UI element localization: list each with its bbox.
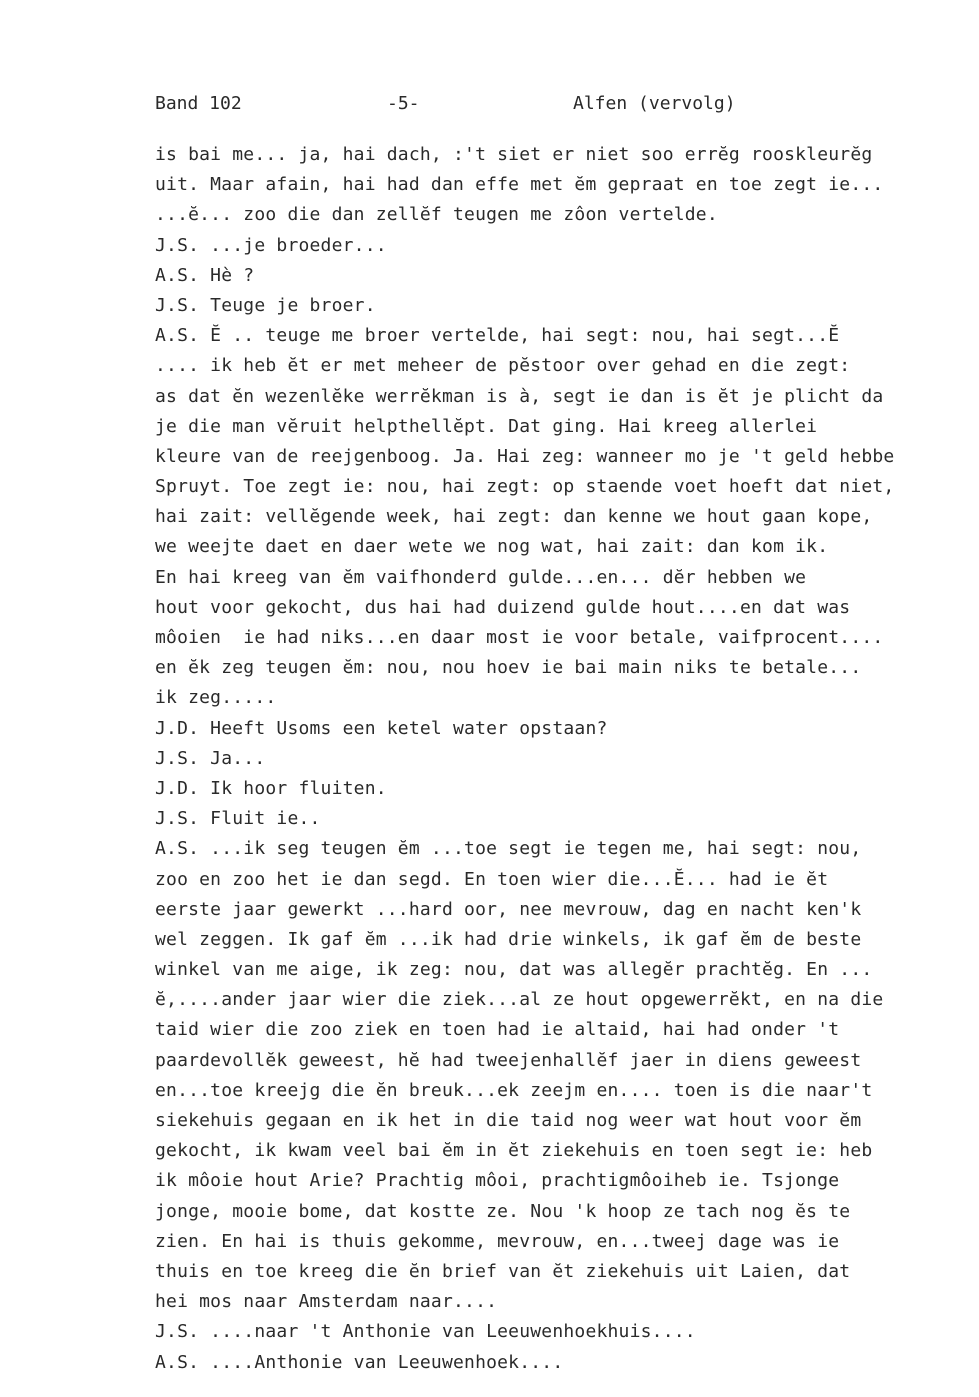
transcript-line: hei mos naar Amsterdam naar.... <box>155 1291 498 1313</box>
transcript-line: zoo en zoo het ie dan segd. En toen wier die...Ĕ... had ie ĕt <box>155 868 829 890</box>
transcript-line: A.S. Ĕ .. teuge me broer vertelde, hai segt: nou, hai segt...Ĕ <box>155 325 840 347</box>
transcript-line: J.D. Heeft Usoms een ketel water opstaan? <box>155 717 608 739</box>
transcript-line: J.S. Teuge je broer. <box>155 294 376 316</box>
transcript-line: A.S. ...ik seg teugen ĕm ...toe segt ie tegen me, hai segt: nou, <box>155 838 862 860</box>
transcript-line: is bai me... ja, hai dach, :'t siet er niet soo errĕg rooskleurĕg <box>155 144 873 165</box>
transcript-line: wel zeggen. Ik gaf ĕm ...ik had drie winkels, ik gaf ĕm de beste <box>155 928 862 950</box>
transcript-line: jonge, mooie bome, dat kostte ze. Nou 'k hoop ze tach nog ĕs te <box>155 1200 851 1222</box>
page-number: -5- <box>387 93 420 114</box>
transcript-line: Spruyt. Toe zegt ie: nou, hai zegt: op staende voet hoeft dat niet, <box>155 476 895 498</box>
transcript-line: hout voor gekocht, dus hai had duizend gulde hout....en dat was <box>155 596 851 618</box>
transcript-line: A.S. Hè ? <box>155 264 255 286</box>
band-number: Band 102 <box>155 93 242 114</box>
transcript-line: eerste jaar gewerkt ...hard oor, nee mevrouw, dag en nacht ken'k <box>155 898 862 920</box>
page-header <box>155 90 955 118</box>
transcript-line: môoien ie had niks...en daar most ie voor betale, vaifprocent.... <box>155 627 884 648</box>
transcript-line: en ĕk zeg teugen ĕm: nou, nou hoev ie bai main niks te betale... <box>155 657 862 679</box>
transcript-line: winkel van me aige, ik zeg: nou, dat was allegĕr prachtĕg. En ... <box>155 959 873 981</box>
transcript-line: uit. Maar afain, hai had dan effe met ĕm gepraat en toe zegt ie... <box>155 174 884 196</box>
transcript-line: as dat ĕn wezenlĕke werrĕkman is à, segt ie dan is ĕt je plicht da <box>155 385 884 407</box>
transcript-line: hai zait: vellĕgende week, hai zegt: dan kenne we hout gaan kope, <box>155 506 873 528</box>
transcript-line: J.D. Ik hoor fluiten. <box>155 777 387 799</box>
transcript-line: .... ik heb ĕt er met meheer de pĕstoor over gehad en die zegt: <box>155 355 851 377</box>
transcript-line: en...toe kreejg die ĕn breuk...ek zeejm en.... toen is die naar't <box>155 1079 873 1101</box>
transcript-line: gekocht, ik kwam veel bai ĕm in ĕt ziekehuis en toen segt ie: heb <box>155 1140 873 1162</box>
transcript-line: ik môoie hout Arie? Prachtig môoi, prachtigmôoiheb ie. Tsjonge <box>155 1170 840 1192</box>
transcript-line: J.S. ...je broeder... <box>155 234 387 256</box>
transcript-line: kleure van de reejgenboog. Ja. Hai zeg: wanneer mo je 't geld hebbe <box>155 445 895 467</box>
transcript-line: ik zeg..... <box>155 687 277 709</box>
transcript-line: we weejte daet en daer wete we nog wat, hai zait: dan kom ik. <box>155 536 829 558</box>
transcript-line: thuis en toe kreeg die ĕn brief van ĕt ziekehuis uit Laien, dat <box>155 1260 851 1282</box>
document-title: Alfen (vervolg) <box>573 93 736 114</box>
transcript-line: A.S. ....Anthonie van Leeuwenhoek.... <box>155 1351 564 1373</box>
transcript-line: J.S. Ja... <box>155 747 266 769</box>
transcript-body <box>155 140 979 1378</box>
transcript-line: ...ĕ... zoo die dan zellĕf teugen me zôon vertelde. <box>155 204 718 226</box>
transcript-line: je die man vĕruit helpthellĕpt. Dat ging. Hai kreeg allerlei <box>155 415 818 437</box>
transcript-line: ĕ,....ander jaar wier die ziek...al ze hout opgewerrĕkt, en na die <box>155 989 884 1011</box>
transcript-line: En hai kreeg van ĕm vaifhonderd gulde...en... dĕr hebben we <box>155 566 807 588</box>
transcript-line: J.S. Fluit ie.. <box>155 808 321 830</box>
transcript-line: paardevollĕk geweest, hĕ had tweejenhallĕf jaer in diens geweest <box>155 1049 862 1071</box>
transcript-line: siekehuis gegaan en ik het in die taid nog weer wat hout voor ĕm <box>155 1110 862 1131</box>
transcript-line: J.S. ....naar 't Anthonie van Leeuwenhoekhuis.... <box>155 1321 696 1343</box>
transcript-line: taid wier die zoo ziek en toen had ie altaid, hai had onder 't <box>155 1019 840 1041</box>
transcript-line: zien. En hai is thuis gekomme, mevrouw, en...tweej dage was ie <box>155 1230 840 1252</box>
